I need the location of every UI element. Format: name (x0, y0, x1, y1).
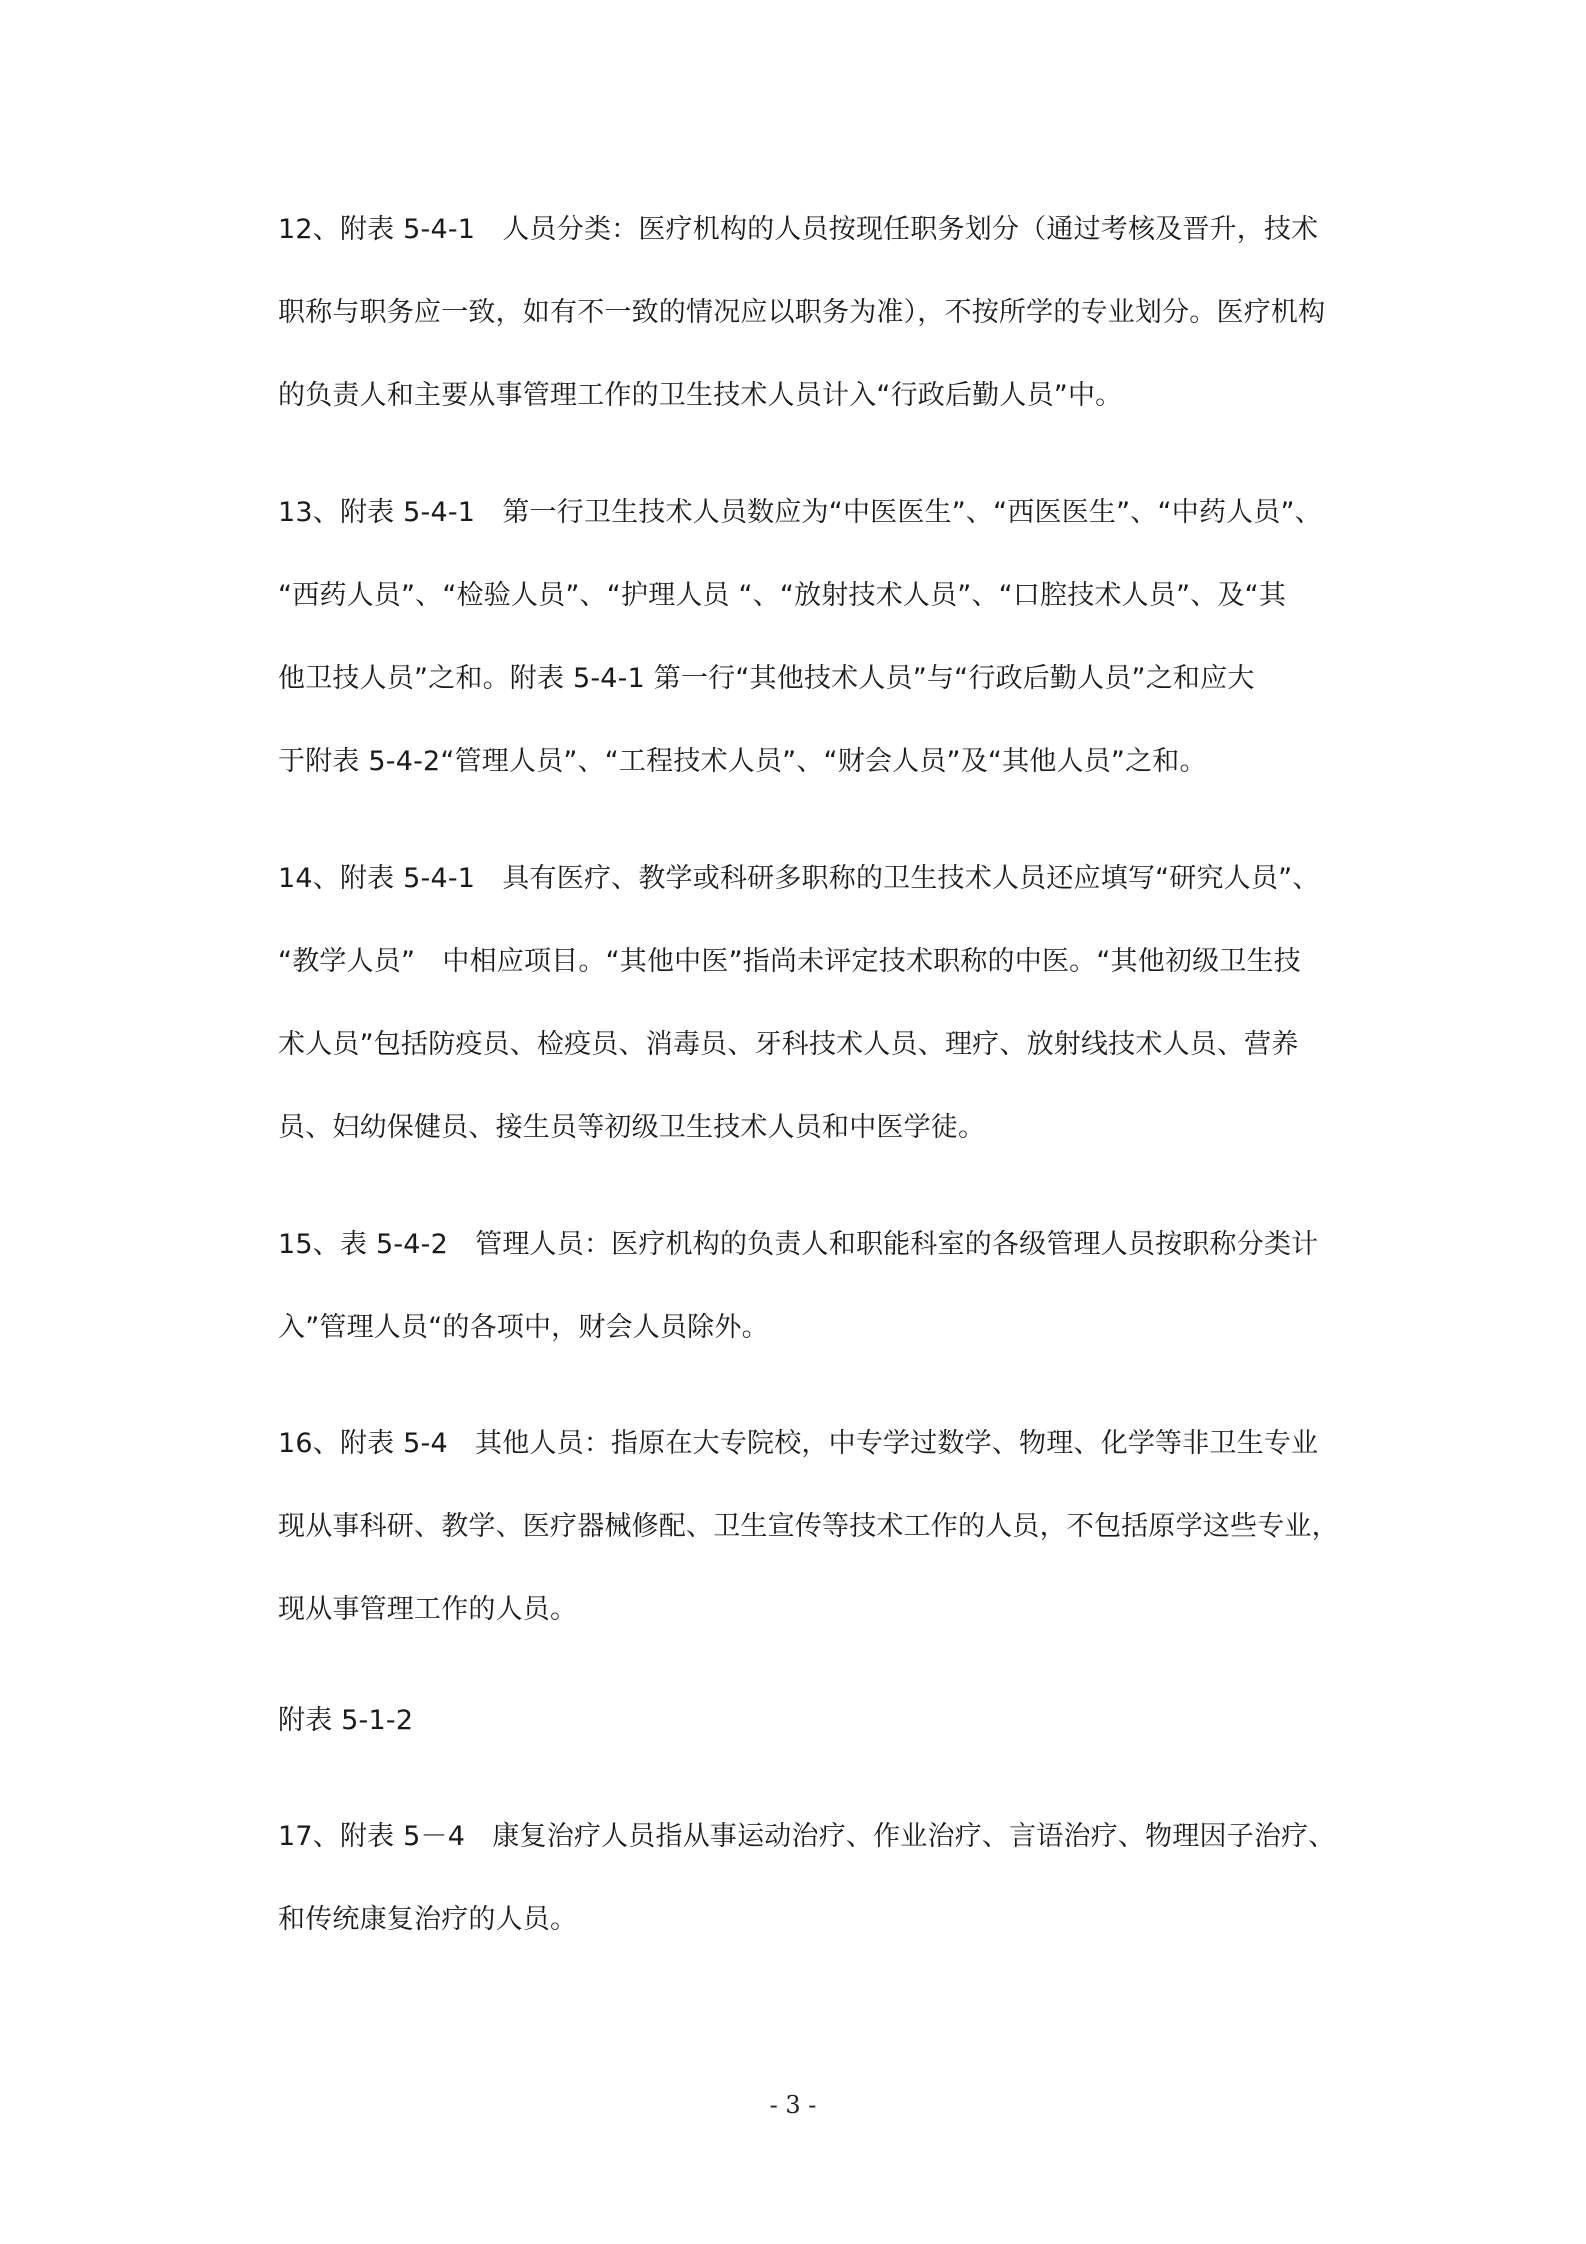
paragraph-13-line-1: 13、附表 5-4-1 第一行卫生技术人员数应为“中医医生”、“西医医生”、“中药人员”、 (278, 497, 1322, 528)
paragraph-13-line-3: 他卫技人员”之和。附表 5-4-1 第一行“其他技术人员”与“行政后勤人员”之和应大 (278, 663, 1255, 694)
paragraph-12-line-2: 职称与职务应一致，如有不一致的情况应以职务为准），不按所学的专业划分。医疗机构 (278, 297, 1326, 328)
paragraph-17-line-2: 和传统康复治疗的人员。 (278, 1904, 578, 1935)
paragraph-14-line-4: 员、妇幼保健员、接生员等初级卫生技术人员和中医学徒。 (278, 1112, 986, 1143)
paragraph-13-line-4: 于附表 5-4-2“管理人员”、“工程技术人员”、“财会人员”及“其他人员”之和。 (278, 746, 1207, 777)
paragraph-15-line-1: 15、表 5-4-2 管理人员：医疗机构的负责人和职能科室的各级管理人员按职称分类计 (278, 1229, 1319, 1260)
paragraph-17-line-1: 17、附表 5－4 康复治疗人员指从事运动治疗、作业治疗、言语治疗、物理因子治疗、 (278, 1821, 1336, 1852)
paragraph-16-line-3: 现从事管理工作的人员。 (278, 1594, 578, 1625)
paragraph-14-line-2: “教学人员” 中相应项目。“其他中医”指尚未评定技术职称的中医。“其他初级卫生技 (278, 946, 1301, 977)
page-number: - 3 - (769, 2091, 817, 2119)
section-heading: 附表 5-1-2 (278, 1705, 414, 1736)
paragraph-12-line-1: 12、附表 5-4-1 人员分类：医疗机构的人员按现任职务划分（通过考核及晋升，技术 (278, 214, 1319, 245)
paragraph-16-line-1: 16、附表 5-4 其他人员：指原在大专院校，中专学过数学、物理、化学等非卫生专业 (278, 1428, 1319, 1459)
paragraph-12-line-3: 的负责人和主要从事管理工作的卫生技术人员计入“行政后勤人员”中。 (278, 380, 1123, 411)
paragraph-14-line-1: 14、附表 5-4-1 具有医疗、教学或科研多职称的卫生技术人员还应填写“研究人员”、 (278, 863, 1320, 894)
paragraph-16-line-2: 现从事科研、教学、医疗器械修配、卫生宣传等技术工作的人员，不包括原学这些专业， (278, 1511, 1339, 1542)
paragraph-13-line-2: “西药人员”、“检验人员”、“护理人员 “、“放射技术人员”、“口腔技术人员”、及“其 (278, 580, 1287, 611)
paragraph-14-line-3: 术人员”包括防疫员、检疫员、消毒员、牙科技术人员、理疗、放射线技术人员、营养 (278, 1029, 1299, 1060)
paragraph-15-line-2: 入”管理人员“的各项中，财会人员除外。 (278, 1312, 769, 1343)
